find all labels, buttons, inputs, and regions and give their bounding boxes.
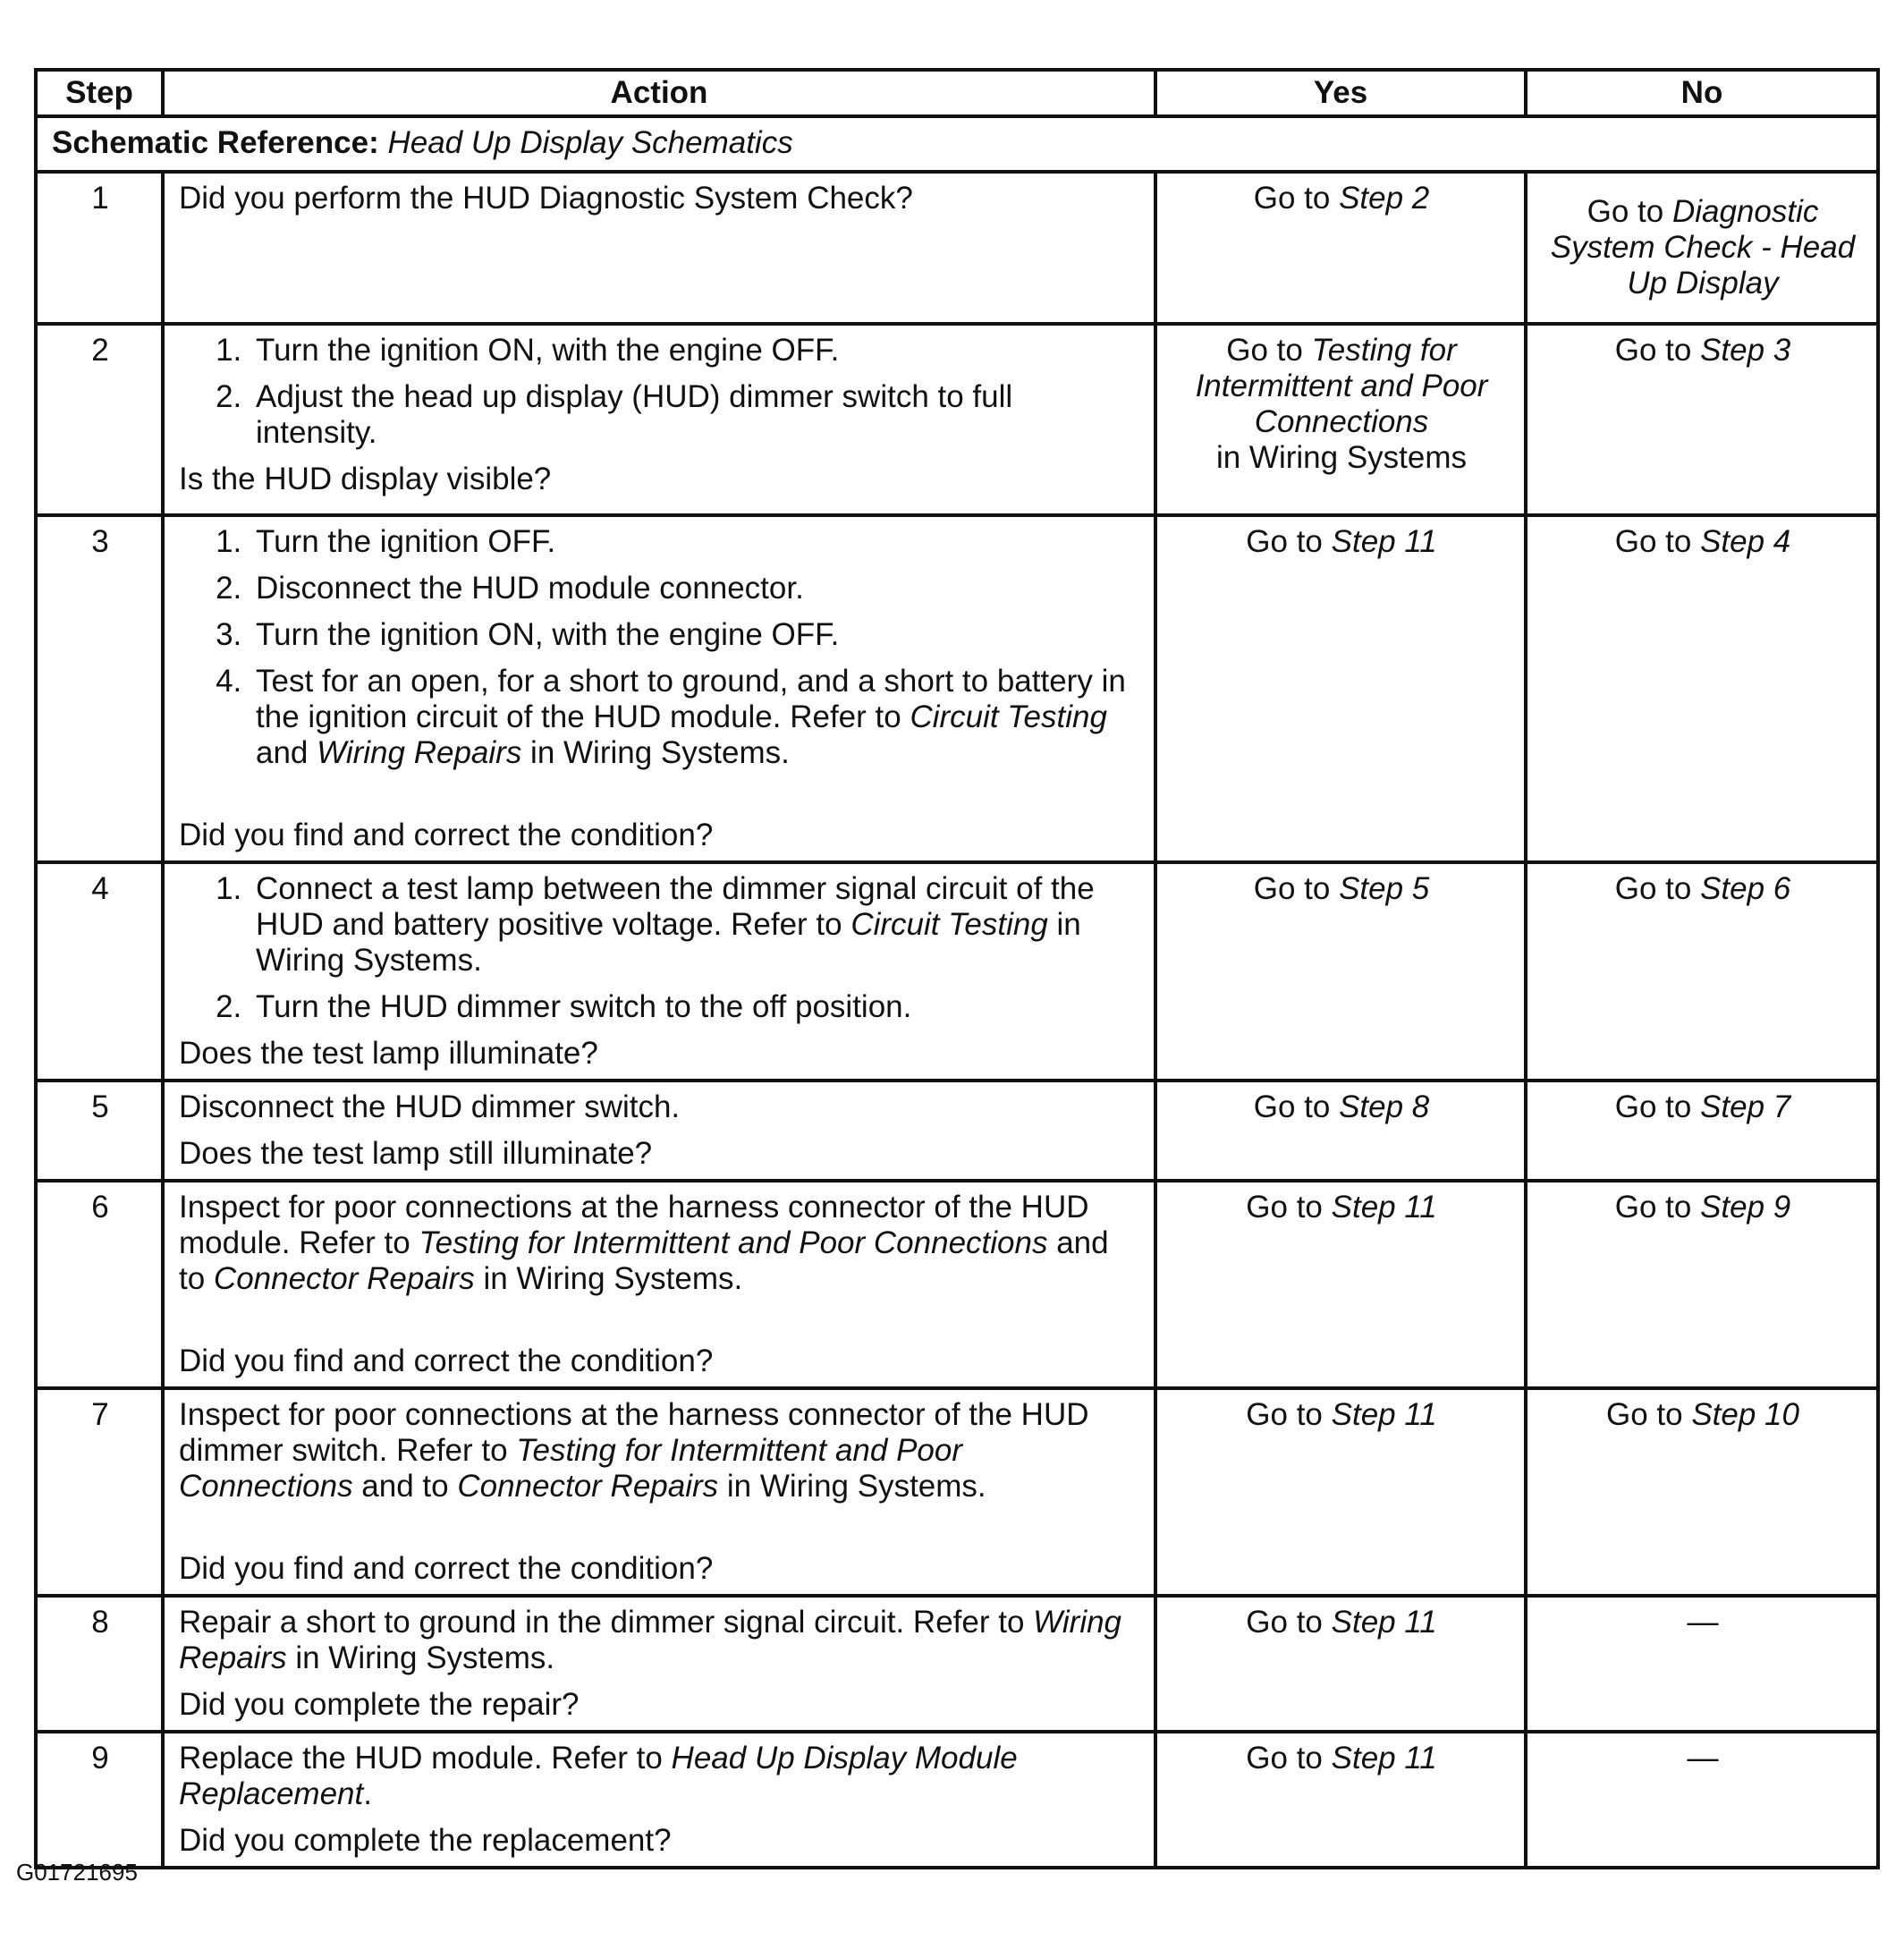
step-number: 6 xyxy=(36,1181,163,1388)
no-prefix: Go to xyxy=(1614,1089,1701,1124)
step-number: 8 xyxy=(36,1596,163,1732)
no-cell: — xyxy=(1526,1596,1878,1732)
action-text-part: Replace the HUD module. Refer to xyxy=(179,1741,672,1776)
yes-cell xyxy=(1155,1181,1526,1388)
no-link[interactable]: Step 3 xyxy=(1700,333,1791,368)
no-prefix: Go to xyxy=(1614,1190,1701,1225)
yes-cell xyxy=(1155,1596,1526,1732)
yes-prefix: Go to xyxy=(1226,333,1312,368)
action-cell xyxy=(163,515,1155,862)
yes-prefix: Go to xyxy=(1246,1741,1332,1776)
no-link[interactable]: Step 7 xyxy=(1700,1089,1791,1124)
action-question: Is the HUD display visible? xyxy=(179,462,552,496)
no-cell xyxy=(1526,1081,1878,1181)
no-cell xyxy=(1526,862,1878,1081)
action-text-part: Repair a short to ground in the dimmer signal circuit. Refer to xyxy=(179,1605,1034,1640)
no-cell xyxy=(1526,172,1878,324)
yes-prefix: Go to xyxy=(1246,1190,1332,1225)
no-prefix: Go to xyxy=(1614,871,1701,906)
circuit-testing-link[interactable]: Circuit Testing xyxy=(910,699,1107,734)
yes-prefix: Go to xyxy=(1253,871,1340,906)
circuit-testing-link[interactable]: Circuit Testing xyxy=(850,907,1048,942)
yes-link[interactable]: Step 11 xyxy=(1331,1190,1437,1225)
action-step: 2. Disconnect the HUD module connector. xyxy=(250,571,1141,606)
action-step: 1. Turn the ignition OFF. xyxy=(250,524,1141,560)
table-row xyxy=(36,172,1878,324)
table-row xyxy=(36,1081,1878,1181)
no-cell xyxy=(1526,515,1878,862)
action-step: 2. Turn the HUD dimmer switch to the off position. xyxy=(250,989,1141,1025)
yes-link[interactable]: Step 8 xyxy=(1339,1089,1430,1124)
table-row xyxy=(36,324,1878,515)
yes-prefix: Go to xyxy=(1253,181,1340,216)
action-step-text: in Wiring Systems. xyxy=(521,735,790,770)
step-number: 9 xyxy=(36,1732,163,1868)
step-number: 7 xyxy=(36,1388,163,1596)
figure-id: G01721695 xyxy=(16,1859,138,1886)
no-prefix: Go to xyxy=(1606,1397,1692,1432)
schematic-reference xyxy=(36,116,1878,172)
yes-cell xyxy=(1155,1081,1526,1181)
yes-prefix: Go to xyxy=(1253,1089,1340,1124)
table-row xyxy=(36,1596,1878,1732)
table-row xyxy=(36,1388,1878,1596)
yes-link[interactable]: Step 11 xyxy=(1331,1605,1437,1640)
spacer xyxy=(179,1515,1141,1551)
action-step xyxy=(250,871,1141,979)
yes-cell xyxy=(1155,1388,1526,1596)
action-question: Did you perform the HUD Diagnostic System Check? xyxy=(179,181,913,216)
yes-link[interactable]: Step 5 xyxy=(1339,871,1430,906)
no-prefix: Go to xyxy=(1614,524,1701,559)
no-cell: — xyxy=(1526,1732,1878,1868)
yes-cell xyxy=(1155,324,1526,515)
no-cell xyxy=(1526,324,1878,515)
action-step-text: Connect a test lamp between the dimmer signal circuit of the HUD and battery positive voltage. Refer to xyxy=(256,871,1095,942)
module-replacement-link[interactable]: Head Up Display Module Replacement xyxy=(179,1741,1018,1811)
yes-cell xyxy=(1155,1732,1526,1868)
yes-link[interactable]: Step 11 xyxy=(1331,524,1437,559)
action-question: Did you find and correct the condition? xyxy=(179,1343,714,1378)
action-cell xyxy=(163,1081,1155,1181)
action-text xyxy=(179,1397,1141,1504)
action-step: 2. Adjust the head up display (HUD) dimmer switch to full intensity. xyxy=(250,379,1141,451)
action-step-text: and xyxy=(256,735,317,770)
action-steps-list xyxy=(179,333,1141,451)
action-question: Did you complete the replacement? xyxy=(179,1823,672,1858)
no-prefix: Go to xyxy=(1614,333,1701,368)
yes-link[interactable]: Step 11 xyxy=(1331,1397,1437,1432)
action-text-part: Inspect for poor connections at the harness connector of the HUD dimmer switch. Refer to xyxy=(179,1397,1089,1468)
action-text-part: and to xyxy=(352,1469,458,1504)
action-cell xyxy=(163,324,1155,515)
no-cell xyxy=(1526,1181,1878,1388)
action-text xyxy=(179,1190,1141,1297)
table-row xyxy=(36,515,1878,862)
action-question: Does the test lamp illuminate? xyxy=(179,1036,598,1071)
connector-repairs-link[interactable]: Connector Repairs xyxy=(213,1261,475,1296)
yes-link[interactable]: Testing for Intermittent and Poor Connections xyxy=(1195,333,1488,439)
action-text-part: . xyxy=(363,1776,372,1811)
action-cell xyxy=(163,1596,1155,1732)
no-cell xyxy=(1526,1388,1878,1596)
action-cell xyxy=(163,1181,1155,1388)
yes-prefix: Go to xyxy=(1246,1605,1332,1640)
action-cell xyxy=(163,1732,1155,1868)
action-text-part: in Wiring Systems. xyxy=(718,1469,986,1504)
step-number: 3 xyxy=(36,515,163,862)
action-step: 3. Turn the ignition ON, with the engine OFF. xyxy=(250,617,1141,653)
yes-prefix: Go to xyxy=(1246,524,1332,559)
spacer xyxy=(179,782,1141,818)
action-question: Did you find and correct the condition? xyxy=(179,818,714,852)
action-text-part: Inspect for poor connections at the harness connector of the HUD module. Refer to xyxy=(179,1190,1089,1260)
diagnostic-table-container xyxy=(34,68,1876,1869)
connector-repairs-link[interactable]: Connector Repairs xyxy=(457,1469,719,1504)
diagnostic-table xyxy=(34,68,1880,1869)
action-step: 1. Turn the ignition ON, with the engine OFF. xyxy=(250,333,1141,369)
table-row xyxy=(36,1181,1878,1388)
no-prefix: Go to xyxy=(1587,194,1672,229)
yes-prefix: Go to xyxy=(1246,1397,1332,1432)
step-number: 1 xyxy=(36,172,163,324)
yes-cell xyxy=(1155,515,1526,862)
action-cell xyxy=(163,1388,1155,1596)
testing-link[interactable]: Testing for Intermittent and Poor Connections xyxy=(179,1433,963,1504)
schematic-reference-link[interactable]: Head Up Display Schematics xyxy=(387,125,793,160)
header-no: No xyxy=(1526,70,1878,116)
table-row xyxy=(36,1732,1878,1868)
yes-link[interactable]: Step 2 xyxy=(1339,181,1430,216)
table-row xyxy=(36,862,1878,1081)
step-number: 2 xyxy=(36,324,163,515)
no-link[interactable]: Step 6 xyxy=(1700,871,1791,906)
yes-link[interactable]: Step 11 xyxy=(1331,1741,1437,1776)
action-cell xyxy=(163,172,1155,324)
step-number: 4 xyxy=(36,862,163,1081)
header-yes: Yes xyxy=(1155,70,1526,116)
no-link[interactable]: Step 9 xyxy=(1700,1190,1791,1225)
action-step-text: Test for an open, for a short to ground, and a short to battery in the ignition circuit of the HUD module. Refer to xyxy=(256,664,1126,734)
wiring-repairs-link[interactable]: Wiring Repairs xyxy=(317,735,522,770)
action-question: Did you complete the repair? xyxy=(179,1687,580,1722)
action-steps-list xyxy=(179,871,1141,1025)
yes-suffix: in Wiring Systems xyxy=(1215,440,1468,475)
spacer xyxy=(179,1308,1141,1343)
header-action: Action xyxy=(163,70,1155,116)
action-step-text: in Wiring Systems. xyxy=(256,907,1081,978)
wiring-repairs-link[interactable]: Wiring Repairs xyxy=(179,1605,1122,1675)
table-header-row xyxy=(36,70,1878,116)
no-link[interactable]: Diagnostic System Check - Head Up Display xyxy=(1550,194,1856,301)
action-text xyxy=(179,1605,1141,1676)
testing-link[interactable]: Testing for Intermittent and Poor Connections xyxy=(419,1225,1048,1260)
action-text-part: in Wiring Systems. xyxy=(286,1640,555,1675)
no-link[interactable]: Step 4 xyxy=(1700,524,1791,559)
yes-cell xyxy=(1155,172,1526,324)
yes-cell xyxy=(1155,862,1526,1081)
action-question: Did you find and correct the condition? xyxy=(179,1551,714,1586)
action-steps-list xyxy=(179,524,1141,771)
action-text-part: in Wiring Systems. xyxy=(474,1261,743,1296)
step-number: 5 xyxy=(36,1081,163,1181)
action-text-part: and to xyxy=(179,1225,1109,1296)
no-link[interactable]: Step 10 xyxy=(1691,1397,1799,1432)
header-step: Step xyxy=(36,70,163,116)
schematic-reference-label: Schematic Reference: xyxy=(52,125,379,160)
action-cell xyxy=(163,862,1155,1081)
action-question: Does the test lamp still illuminate? xyxy=(179,1136,653,1171)
schematic-reference-row xyxy=(36,116,1878,172)
action-text: Disconnect the HUD dimmer switch. xyxy=(179,1089,681,1124)
action-text xyxy=(179,1741,1141,1812)
action-step xyxy=(250,664,1141,771)
